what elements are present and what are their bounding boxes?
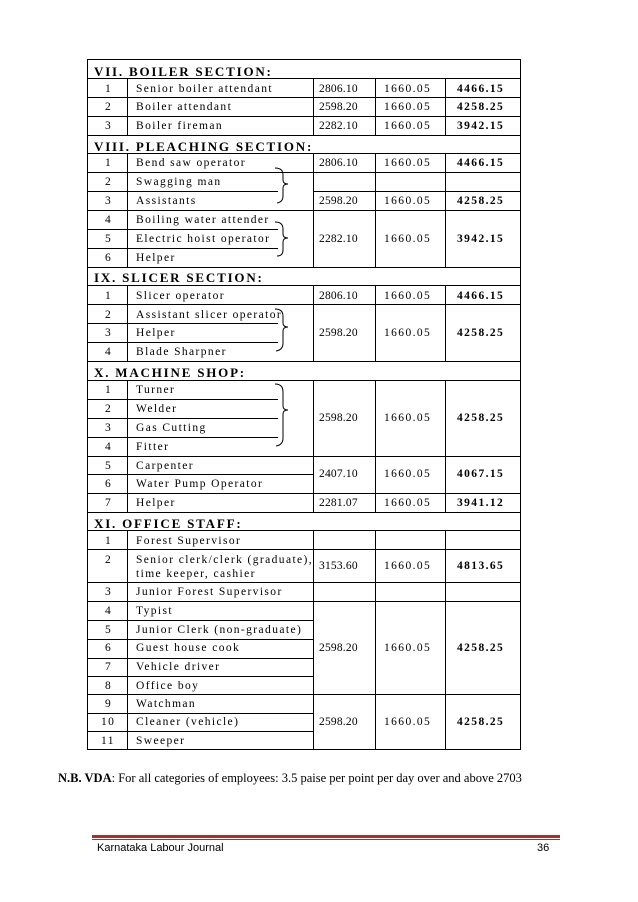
vda: 1660.05 [384,642,432,654]
designation: Welder [136,403,178,415]
total: 3942.15 [457,233,505,245]
total: 4466.15 [457,83,505,95]
row-number: 2 [105,554,113,566]
basic-pay: 2598.20 [319,412,358,424]
total: 4258.25 [457,716,505,728]
footer-journal-title: Karnataka Labour Journal [97,842,224,854]
total: 4258.25 [457,412,505,424]
basic-pay: 2598.20 [319,327,358,339]
designation: Helper [136,497,176,509]
note [58,772,522,785]
total: 4258.25 [457,327,505,339]
basic-pay: 2806.10 [319,83,358,95]
section-title: XI. OFFICE STAFF: [94,516,243,531]
vda: 1660.05 [384,412,432,424]
basic-pay: 2282.10 [319,233,358,245]
designation-line2: time keeper, cashier [136,568,256,580]
row-number: 4 [105,441,113,453]
row-number: 3 [105,422,113,434]
designation: Junior Clerk (non-graduate) [136,624,303,636]
total: 4813.65 [457,560,505,572]
designation: Blade Sharpner [136,346,227,358]
row-number: 4 [105,346,113,358]
designation: Office boy [136,680,200,692]
designation: Forest Supervisor [136,535,242,547]
total: 4258.25 [457,101,505,113]
section-title: VII. BOILER SECTION: [94,64,273,79]
basic-pay: 2806.10 [319,290,358,302]
basic-pay: 2598.20 [319,101,358,113]
vda: 1660.05 [384,120,432,132]
basic-pay: 2598.20 [319,716,358,728]
row-number: 6 [105,478,113,490]
note-text: : For all categories of employees: 3.5 paise per point per day over and above 2703 [111,771,522,785]
vda: 1660.05 [384,195,432,207]
basic-pay: 2806.10 [319,157,358,169]
designation: Helper [136,327,176,339]
section-title: IX. SLICER SECTION: [94,270,264,285]
designation: Senior clerk/clerk (graduate), [136,554,314,566]
row-number: 3 [105,120,113,132]
designation: Fitter [136,441,170,453]
designation: Carpenter [136,460,194,472]
designation: Watchman [136,698,197,710]
total: 4067.15 [457,468,505,480]
designation: Junior Forest Supervisor [136,586,283,598]
designation: Bend saw operator [136,157,247,169]
basic-pay: 2407.10 [319,468,358,480]
vda: 1660.05 [384,497,432,509]
designation: Cleaner (vehicle) [136,716,240,728]
row-number: 5 [105,233,113,245]
designation: Sweeper [136,735,186,747]
section-title: X. MACHINE SHOP: [94,365,246,380]
section-title: VIII. PLEACHING SECTION: [94,139,314,154]
vda: 1660.05 [384,83,432,95]
row-number: 6 [105,252,113,264]
designation: Swagging man [136,176,222,188]
designation: Typist [136,605,173,617]
basic-pay: 2281.07 [319,497,358,509]
total: 4258.25 [457,195,505,207]
vda: 1660.05 [384,233,432,245]
row-number: 1 [105,290,113,302]
designation: Vehicle driver [136,661,221,673]
designation: Assistants [136,195,197,207]
row-number: 3 [105,586,113,598]
designation: Boiler fireman [136,120,223,132]
row-number: 3 [105,327,113,339]
vda: 1660.05 [384,290,432,302]
row-number: 1 [105,83,113,95]
designation: Electric hoist operator [136,233,271,245]
row-number: 1 [105,157,113,169]
total: 4466.15 [457,157,505,169]
row-number: 2 [105,403,113,415]
note-label: N.B. VDA [58,771,112,785]
total: 3942.15 [457,120,505,132]
total: 4466.15 [457,290,505,302]
footer-page-number: 36 [537,842,550,854]
row-number: 1 [105,535,113,547]
row-number: 4 [105,214,113,226]
vda: 1660.05 [384,716,432,728]
basic-pay: 2598.20 [319,195,358,207]
row-number: 8 [105,680,113,692]
row-number: 10 [101,716,116,728]
designation: Water Pump Operator [136,478,264,490]
row-number: 2 [105,309,113,321]
row-number: 6 [105,642,113,654]
basic-pay: 3153.60 [319,560,358,572]
designation: Gas Cutting [136,422,207,434]
vda: 1660.05 [384,157,432,169]
designation: Boiling water attender [136,214,270,226]
row-number: 7 [105,497,113,509]
basic-pay: 2282.10 [319,120,358,132]
row-number: 5 [105,624,113,636]
row-number: 11 [101,735,115,747]
vda: 1660.05 [384,468,432,480]
designation: Assistant slicer operator [136,309,283,321]
vda: 1660.05 [384,101,432,113]
designation: Senior boiler attendant [136,83,273,95]
row-number: 5 [105,460,113,472]
total: 4258.25 [457,642,505,654]
designation: Boiler attendant [136,101,233,113]
designation: Turner [136,384,176,396]
row-number: 3 [105,195,113,207]
basic-pay: 2598.20 [319,642,358,654]
row-number: 1 [105,384,113,396]
row-number: 2 [105,176,113,188]
total: 3941.12 [457,497,505,509]
designation: Slicer operator [136,290,226,302]
row-number: 4 [105,605,113,617]
row-number: 7 [105,661,113,673]
row-number: 2 [105,101,113,113]
vda: 1660.05 [384,327,432,339]
vda: 1660.05 [384,560,432,572]
designation: Guest house cook [136,642,241,654]
row-number: 9 [105,698,113,710]
designation: Helper [136,252,176,264]
